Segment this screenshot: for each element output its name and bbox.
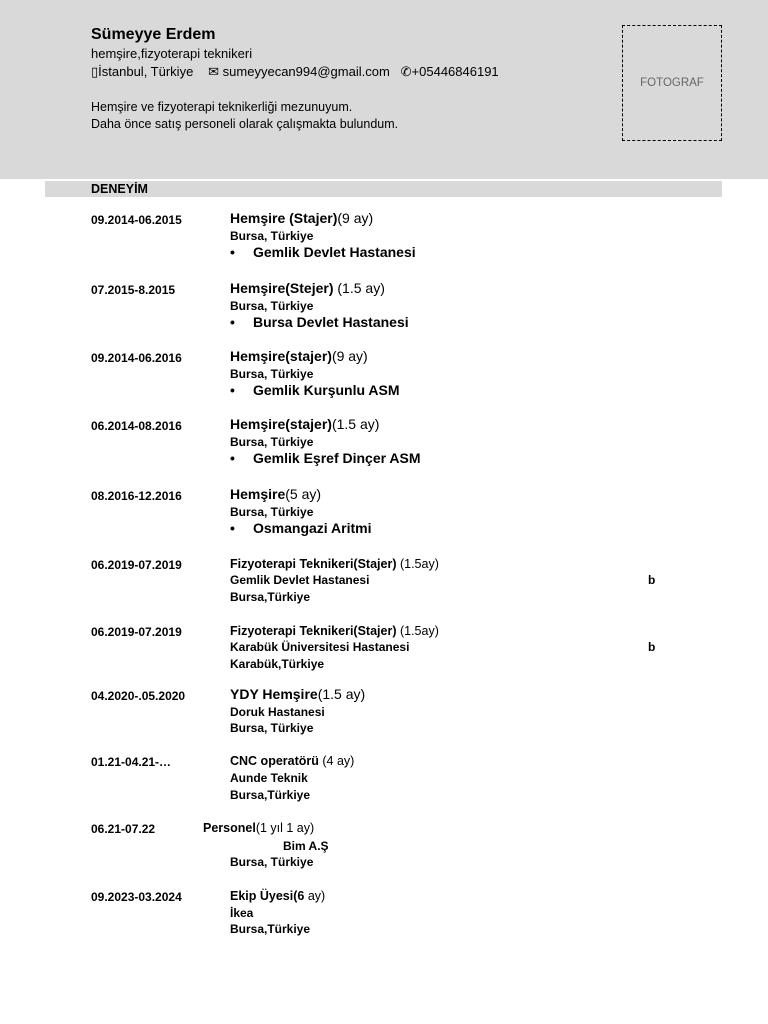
entry-role: [230, 686, 365, 702]
entry-date: 09.2023-03.2024: [91, 890, 182, 904]
role-duration: (1.5 ay): [333, 280, 385, 296]
entry-date: 01.21-04.21-…: [91, 755, 172, 769]
entry-employer: Gemlik Devlet Hastanesi: [230, 573, 370, 587]
entry-location: Bursa, Türkiye: [230, 855, 314, 869]
entry-role: [230, 348, 368, 364]
header-panel: [0, 0, 768, 179]
entry-location: Bursa, Türkiye: [230, 299, 314, 313]
role-duration: (9 ay): [337, 210, 374, 226]
role-title: CNC operatörü: [230, 754, 319, 768]
role-duration: (1.5ay): [396, 624, 439, 638]
bullet-text: Bursa Devlet Hastanesi: [253, 314, 409, 330]
role-duration: (4 ay): [318, 754, 355, 768]
summary-line: Hemşire ve fizyoterapi teknikerliği mezunuyum.: [91, 100, 353, 114]
bullet-text: Gemlik Devlet Hastanesi: [253, 244, 416, 260]
role-title: Hemşire: [230, 486, 286, 502]
role-duration: (9 ay): [331, 348, 368, 364]
bullet-icon: •: [230, 314, 235, 330]
entry-role: [203, 821, 314, 835]
summary: [91, 99, 398, 132]
entry-employer: Bim A.Ş: [283, 839, 329, 853]
phone-icon: ✆: [400, 64, 412, 79]
phone-text[interactable]: +05446846191: [411, 64, 499, 79]
entry-bullet: [230, 450, 421, 466]
photo-placeholder: [622, 25, 722, 141]
entry-employer: Karabük Üniversitesi Hastanesi: [230, 640, 410, 654]
entry-location: Karabük,Türkiye: [230, 657, 325, 671]
role-title: Hemşire (Stajer): [230, 210, 338, 226]
entry-location: Bursa,Türkiye: [230, 788, 311, 802]
bullet-icon: •: [230, 382, 235, 398]
role-duration: (5 ay): [285, 486, 322, 502]
entry-employer: İkea: [230, 906, 254, 920]
role-duration: (1.5 ay): [317, 686, 366, 702]
entry-date: 07.2015-8.2015: [91, 283, 176, 297]
entry-date: 09.2014-06.2016: [91, 351, 182, 365]
email-text[interactable]: sumeyyecan994@gmail.com: [222, 64, 390, 79]
entry-employer: Aunde Teknik: [230, 771, 308, 785]
summary-line: Daha önce satış personeli olarak çalışmakta bulundum.: [91, 116, 399, 131]
bullet-icon: •: [230, 520, 235, 536]
role-title: Hemşire(stajer): [230, 348, 332, 364]
entry-location: Bursa, Türkiye: [230, 367, 314, 381]
entry-role: [230, 486, 321, 502]
role-title: Hemşire(Stejer): [230, 280, 334, 296]
entry-date: 08.2016-12.2016: [91, 489, 182, 503]
entry-role: [230, 210, 373, 226]
contact-line: [91, 64, 499, 80]
entry-role: [230, 754, 354, 768]
entry-role: [230, 280, 385, 296]
section-title-experience: DENEYİM: [91, 182, 148, 196]
entry-date: 06.2014-08.2016: [91, 419, 182, 433]
entry-bullet: [230, 244, 416, 260]
entry-bullet: [230, 382, 400, 398]
entry-role: [230, 557, 439, 571]
bullet-text: Osmangazi Aritmi: [253, 520, 372, 536]
role-duration: ay): [304, 889, 326, 903]
entry-employer: Doruk Hastanesi: [230, 705, 325, 719]
entry-bullet: [230, 520, 372, 536]
role-title: Ekip Üyesi(6: [230, 889, 305, 903]
location-text: İstanbul, Türkiye: [98, 64, 194, 79]
entry-date: 09.2014-06.2015: [91, 213, 182, 227]
role-title: Fizyoterapi Teknikeri(Stajer): [230, 557, 397, 571]
bullet-text: Gemlik Eşref Dinçer ASM: [253, 450, 421, 466]
bullet-text: Gemlik Kurşunlu ASM: [253, 382, 400, 398]
role-duration: (1.5ay): [396, 557, 439, 571]
role-title: Personel: [203, 821, 256, 835]
role-title: YDY Hemşire: [230, 686, 318, 702]
email-icon: ✉: [208, 64, 220, 79]
bullet-icon: •: [230, 244, 235, 260]
entry-location: Bursa, Türkiye: [230, 435, 314, 449]
entry-location: Bursa, Türkiye: [230, 505, 314, 519]
entry-date: 06.2019-07.2019: [91, 558, 182, 572]
entry-role: [230, 624, 439, 638]
entry-location: Bursa,Türkiye: [230, 590, 311, 604]
stray-character: b: [648, 640, 656, 654]
entry-role: [230, 416, 379, 432]
entry-location: Bursa, Türkiye: [230, 721, 314, 735]
entry-date: 06.21-07.22: [91, 822, 156, 836]
location-icon: ▯: [91, 64, 99, 79]
role-duration: (1.5 ay): [331, 416, 380, 432]
role-title: Hemşire(stajer): [230, 416, 332, 432]
role-duration: (1 yıl 1 ay): [255, 821, 315, 835]
bullet-icon: •: [230, 450, 235, 466]
photo-label: FOTOGRAF: [640, 77, 704, 89]
person-name: Sümeyye Erdem: [91, 26, 216, 43]
entry-date: 06.2019-07.2019: [91, 625, 182, 639]
entry-location: Bursa,Türkiye: [230, 922, 311, 936]
role-title: Fizyoterapi Teknikeri(Stajer): [230, 624, 397, 638]
entry-role: [230, 889, 325, 903]
stray-character: b: [648, 573, 656, 587]
entry-location: Bursa, Türkiye: [230, 229, 314, 243]
person-title: hemşire,fizyoterapi teknikeri: [91, 46, 253, 61]
entry-bullet: [230, 314, 409, 330]
entry-date: 04.2020-.05.2020: [91, 689, 186, 703]
